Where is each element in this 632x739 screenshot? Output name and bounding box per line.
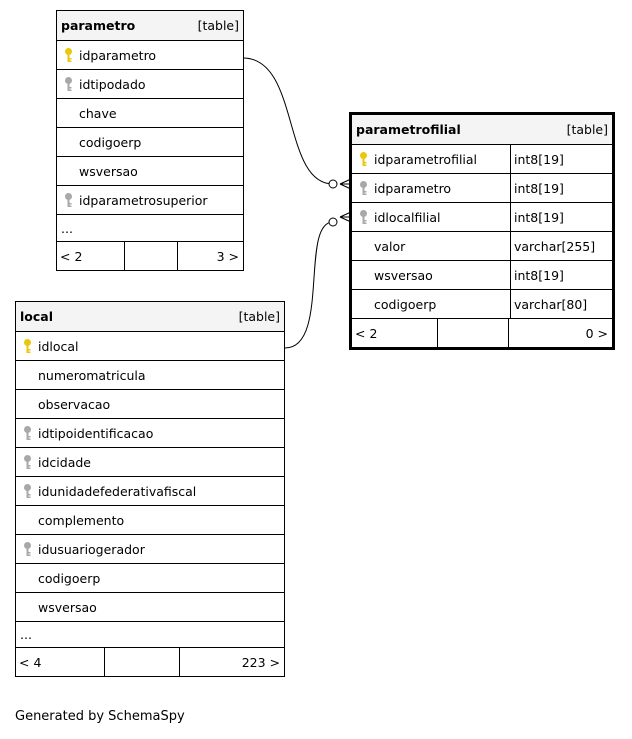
column-name: wsversao — [79, 163, 138, 179]
column-row-codigoerp[interactable] — [57, 128, 243, 157]
column-name: idcidade — [38, 454, 91, 470]
foreign-key-icon — [16, 455, 38, 470]
link-local-zero-marker — [329, 218, 337, 226]
column-row-idparametrofilial[interactable] — [352, 145, 612, 174]
column-name: codigoerp — [374, 296, 437, 312]
column-type: int8[19] — [510, 145, 612, 173]
column-row-complemento[interactable] — [16, 506, 284, 535]
link-parametro-parametrofilial — [243, 58, 333, 184]
column-row-wsversao[interactable] — [57, 157, 243, 186]
column-row-wsversao[interactable] — [16, 593, 284, 622]
column-name: wsversao — [38, 599, 97, 615]
table-header — [352, 115, 612, 145]
column-list — [16, 332, 284, 622]
column-name: idparametrofilial — [374, 151, 478, 167]
table-local[interactable] — [15, 301, 285, 677]
table-footer — [16, 648, 284, 676]
column-row-idlocal[interactable] — [16, 332, 284, 361]
column-name: numeromatricula — [38, 367, 146, 383]
footer-spacer — [105, 648, 180, 676]
foreign-key-icon — [16, 484, 38, 499]
column-name: idusuariogerador — [38, 541, 145, 557]
footer-spacer — [125, 242, 178, 270]
table-header — [16, 302, 284, 332]
foreign-key-icon — [352, 181, 374, 196]
column-name: idtipodado — [79, 76, 146, 92]
column-type: varchar[255] — [510, 232, 612, 260]
column-row-numeromatricula[interactable] — [16, 361, 284, 390]
primary-key-icon — [16, 339, 38, 354]
foreign-key-icon — [57, 77, 79, 92]
foreign-key-icon — [57, 193, 79, 208]
column-type: int8[19] — [510, 174, 612, 202]
footer-parents[interactable]: < 2 — [57, 242, 125, 270]
footer-spacer — [438, 319, 509, 347]
column-name: complemento — [38, 512, 125, 528]
more-columns: ... — [57, 215, 243, 242]
column-row-codigoerp[interactable] — [352, 290, 612, 319]
table-name: parametrofilial — [356, 122, 461, 137]
column-name: valor — [374, 238, 406, 254]
link-local-parametrofilial — [285, 222, 333, 348]
column-type: varchar[80] — [510, 290, 612, 318]
column-row-idtipodado[interactable] — [57, 70, 243, 99]
table-footer — [352, 319, 612, 347]
column-name: chave — [79, 105, 117, 121]
footer-parents[interactable]: < 2 — [352, 319, 438, 347]
table-header — [57, 11, 243, 41]
column-name: wsversao — [374, 267, 433, 283]
primary-key-icon — [352, 152, 374, 167]
column-name: idparametro — [79, 47, 157, 63]
column-row-idparametrosuperior[interactable] — [57, 186, 243, 215]
column-name: idlocalfilial — [374, 209, 441, 225]
column-list — [352, 145, 612, 319]
foreign-key-icon — [16, 542, 38, 557]
table-name: local — [20, 309, 54, 324]
column-list — [57, 41, 243, 215]
column-type: int8[19] — [510, 203, 612, 231]
generated-by-credit: Generated by SchemaSpy — [15, 709, 185, 724]
table-footer — [57, 242, 243, 270]
table-kind: [table] — [238, 309, 280, 324]
table-kind: [table] — [566, 122, 608, 137]
column-row-wsversao[interactable] — [352, 261, 612, 290]
column-row-idlocalfilial[interactable] — [352, 203, 612, 232]
more-columns: ... — [16, 622, 284, 648]
column-name: observacao — [38, 396, 111, 412]
column-row-idunidadefederativafiscal[interactable] — [16, 477, 284, 506]
column-type: int8[19] — [510, 261, 612, 289]
column-row-idtipoidentificacao[interactable] — [16, 419, 284, 448]
column-row-idparametro[interactable] — [352, 174, 612, 203]
column-name: idparametro — [374, 180, 452, 196]
table-parametrofilial[interactable] — [349, 112, 615, 350]
link-parametro-zero-marker — [329, 180, 337, 188]
table-parametro[interactable] — [56, 10, 244, 271]
column-row-valor[interactable] — [352, 232, 612, 261]
table-name: parametro — [61, 18, 136, 33]
column-row-idusuariogerador[interactable] — [16, 535, 284, 564]
footer-children[interactable]: 0 > — [585, 325, 608, 341]
footer-parents[interactable]: < 4 — [16, 648, 105, 676]
column-name: codigoerp — [38, 570, 101, 586]
column-name: idtipoidentificacao — [38, 425, 154, 441]
column-name: idparametrosuperior — [79, 192, 208, 208]
column-name: idunidadefederativafiscal — [38, 483, 197, 499]
column-row-idparametro[interactable] — [57, 41, 243, 70]
column-name: codigoerp — [79, 134, 142, 150]
foreign-key-icon — [352, 210, 374, 225]
column-name: idlocal — [38, 338, 79, 354]
column-row-codigoerp[interactable] — [16, 564, 284, 593]
primary-key-icon — [57, 48, 79, 63]
column-row-chave[interactable] — [57, 99, 243, 128]
table-kind: [table] — [197, 18, 239, 33]
column-row-observacao[interactable] — [16, 390, 284, 419]
column-row-idcidade[interactable] — [16, 448, 284, 477]
footer-children[interactable]: 3 > — [216, 248, 239, 264]
foreign-key-icon — [16, 426, 38, 441]
footer-children[interactable]: 223 > — [241, 654, 280, 670]
